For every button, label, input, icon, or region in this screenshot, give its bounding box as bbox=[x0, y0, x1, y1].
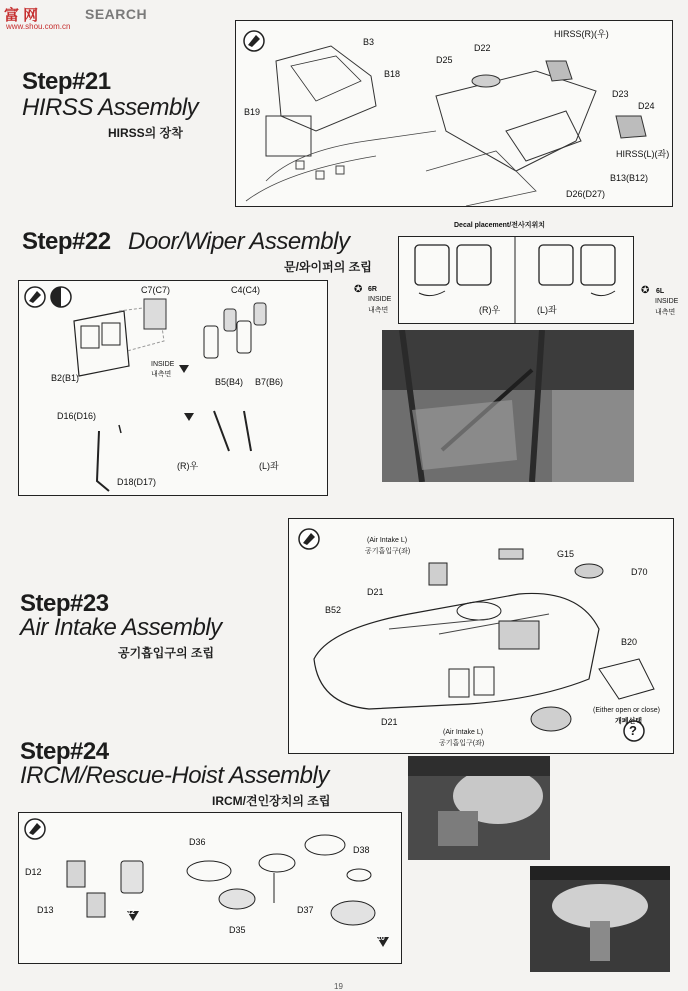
inside-label-kr: 내측면 bbox=[151, 371, 172, 378]
step21-title: HIRSS Assembly bbox=[22, 94, 199, 121]
decal-placement-diagram bbox=[399, 237, 633, 323]
label-b19: B19 bbox=[244, 107, 261, 117]
step21-number: Step#21 bbox=[22, 68, 111, 95]
label-b2: B2(B1) bbox=[51, 373, 80, 383]
step23-korean: 공기흡입구의 조립 bbox=[118, 646, 215, 660]
step23-title: Air Intake Assembly bbox=[20, 614, 222, 641]
decal-right-label: (R)우 bbox=[479, 305, 501, 315]
label-d21-top: D21 bbox=[367, 587, 384, 597]
either-open-close: (Either open or close) bbox=[593, 707, 660, 714]
hirss-right-part bbox=[546, 61, 572, 81]
inside-label: INSIDE bbox=[151, 361, 175, 368]
air-intake-l-top-en: (Air Intake L) bbox=[367, 537, 408, 544]
label-d16: D16(D16) bbox=[57, 411, 97, 421]
label-b18: B18 bbox=[384, 69, 401, 79]
decal-placement-panel bbox=[398, 236, 634, 324]
step22-korean: 문/와이퍼의 조립 bbox=[284, 260, 372, 274]
step24-diagram bbox=[19, 813, 401, 963]
label-b20: B20 bbox=[621, 637, 638, 647]
label-d13: D13 bbox=[37, 905, 54, 915]
ircm-photo-image bbox=[408, 756, 550, 860]
air-intake-l-bottom-kr: 공기흡입구(좌) bbox=[439, 740, 485, 747]
step22-panel bbox=[18, 280, 328, 496]
step21-diagram bbox=[236, 21, 672, 206]
decal-6r: 6R bbox=[368, 286, 377, 293]
step24-title: IRCM/Rescue-Hoist Assembly bbox=[20, 762, 329, 789]
watermark-url: www.shou.com.cn bbox=[6, 22, 71, 31]
watermark-text: SEARCH bbox=[85, 6, 148, 22]
label-hirss-r: HIRSS(R)(우) bbox=[554, 29, 609, 39]
label-d18: D18(D17) bbox=[117, 477, 157, 487]
label-b52: B52 bbox=[325, 605, 342, 615]
ircm-photo bbox=[408, 756, 550, 860]
label-right: (R)우 bbox=[177, 461, 199, 471]
marker-10-label: 10 bbox=[377, 935, 385, 942]
star-icon: ✪ bbox=[354, 284, 363, 295]
label-b13: B13(B12) bbox=[610, 173, 649, 183]
page-number: 19 bbox=[334, 982, 343, 991]
step23-number: Step#23 bbox=[20, 590, 109, 617]
label-d21-bottom: D21 bbox=[381, 717, 398, 727]
step24-panel bbox=[18, 812, 402, 964]
either-open-close-kr: 개폐선택 bbox=[615, 718, 643, 725]
label-d70: D70 bbox=[631, 567, 648, 577]
label-d37: D37 bbox=[297, 905, 314, 915]
label-d12: D12 bbox=[25, 867, 42, 877]
label-d23: D23 bbox=[612, 89, 629, 99]
label-d35: D35 bbox=[229, 925, 246, 935]
label-left: (L)좌 bbox=[259, 461, 279, 471]
label-d24: D24 bbox=[638, 101, 655, 111]
step22-number: Step#22 bbox=[22, 228, 111, 255]
label-d25: D25 bbox=[436, 55, 453, 65]
label-d22: D22 bbox=[474, 43, 491, 53]
label-hirss-l: HIRSS(L)(좌) bbox=[616, 149, 670, 159]
label-g15: G15 bbox=[557, 549, 575, 559]
door-wiper-photo bbox=[382, 330, 634, 482]
watermark-logo: 富 网 bbox=[4, 7, 39, 24]
step23-panel bbox=[288, 518, 674, 754]
decal-6l: 6L bbox=[656, 288, 665, 295]
decal-6l-inside-kr: 내측면 bbox=[655, 309, 676, 316]
air-intake-l-top-kr: 공기흡입구(좌) bbox=[365, 548, 411, 555]
label-b7: B7(B6) bbox=[255, 377, 284, 387]
label-d36: D36 bbox=[189, 837, 206, 847]
decal-6r-inside: INSIDE bbox=[368, 296, 392, 303]
question-mark: ? bbox=[629, 723, 637, 738]
rescue-hoist-photo bbox=[530, 866, 670, 972]
air-intake-l-bottom-en: (Air Intake L) bbox=[443, 729, 484, 736]
label-c4: C4(C4) bbox=[231, 285, 261, 295]
hirss-left-part bbox=[616, 116, 646, 138]
step21-korean: HIRSS의 장착 bbox=[108, 126, 183, 140]
step21-panel bbox=[235, 20, 673, 207]
marker-12-label: 12 bbox=[127, 909, 135, 916]
decal-placement-title: Decal placement/전사지위치 bbox=[454, 222, 546, 229]
step24-number: Step#24 bbox=[20, 738, 109, 765]
star-icon: ✪ bbox=[641, 285, 650, 296]
decal-left-label: (L)좌 bbox=[537, 305, 557, 315]
step22-title: Door/Wiper Assembly bbox=[128, 228, 350, 255]
label-d26: D26(D27) bbox=[566, 189, 606, 199]
decal-6l-inside: INSIDE bbox=[655, 298, 679, 305]
door-wiper-photo-image bbox=[382, 330, 634, 482]
decal-6r-inside-kr: 내측면 bbox=[368, 307, 389, 314]
step-marker-2 bbox=[184, 413, 194, 421]
step22-diagram bbox=[19, 281, 327, 495]
step-marker-1 bbox=[179, 365, 189, 373]
rescue-hoist-photo-image bbox=[530, 866, 670, 972]
step24-korean: IRCM/견인장치의 조립 bbox=[212, 794, 331, 808]
label-d38: D38 bbox=[353, 845, 370, 855]
label-b5: B5(B4) bbox=[215, 377, 244, 387]
label-c7: C7(C7) bbox=[141, 285, 171, 295]
label-b3: B3 bbox=[363, 37, 375, 47]
